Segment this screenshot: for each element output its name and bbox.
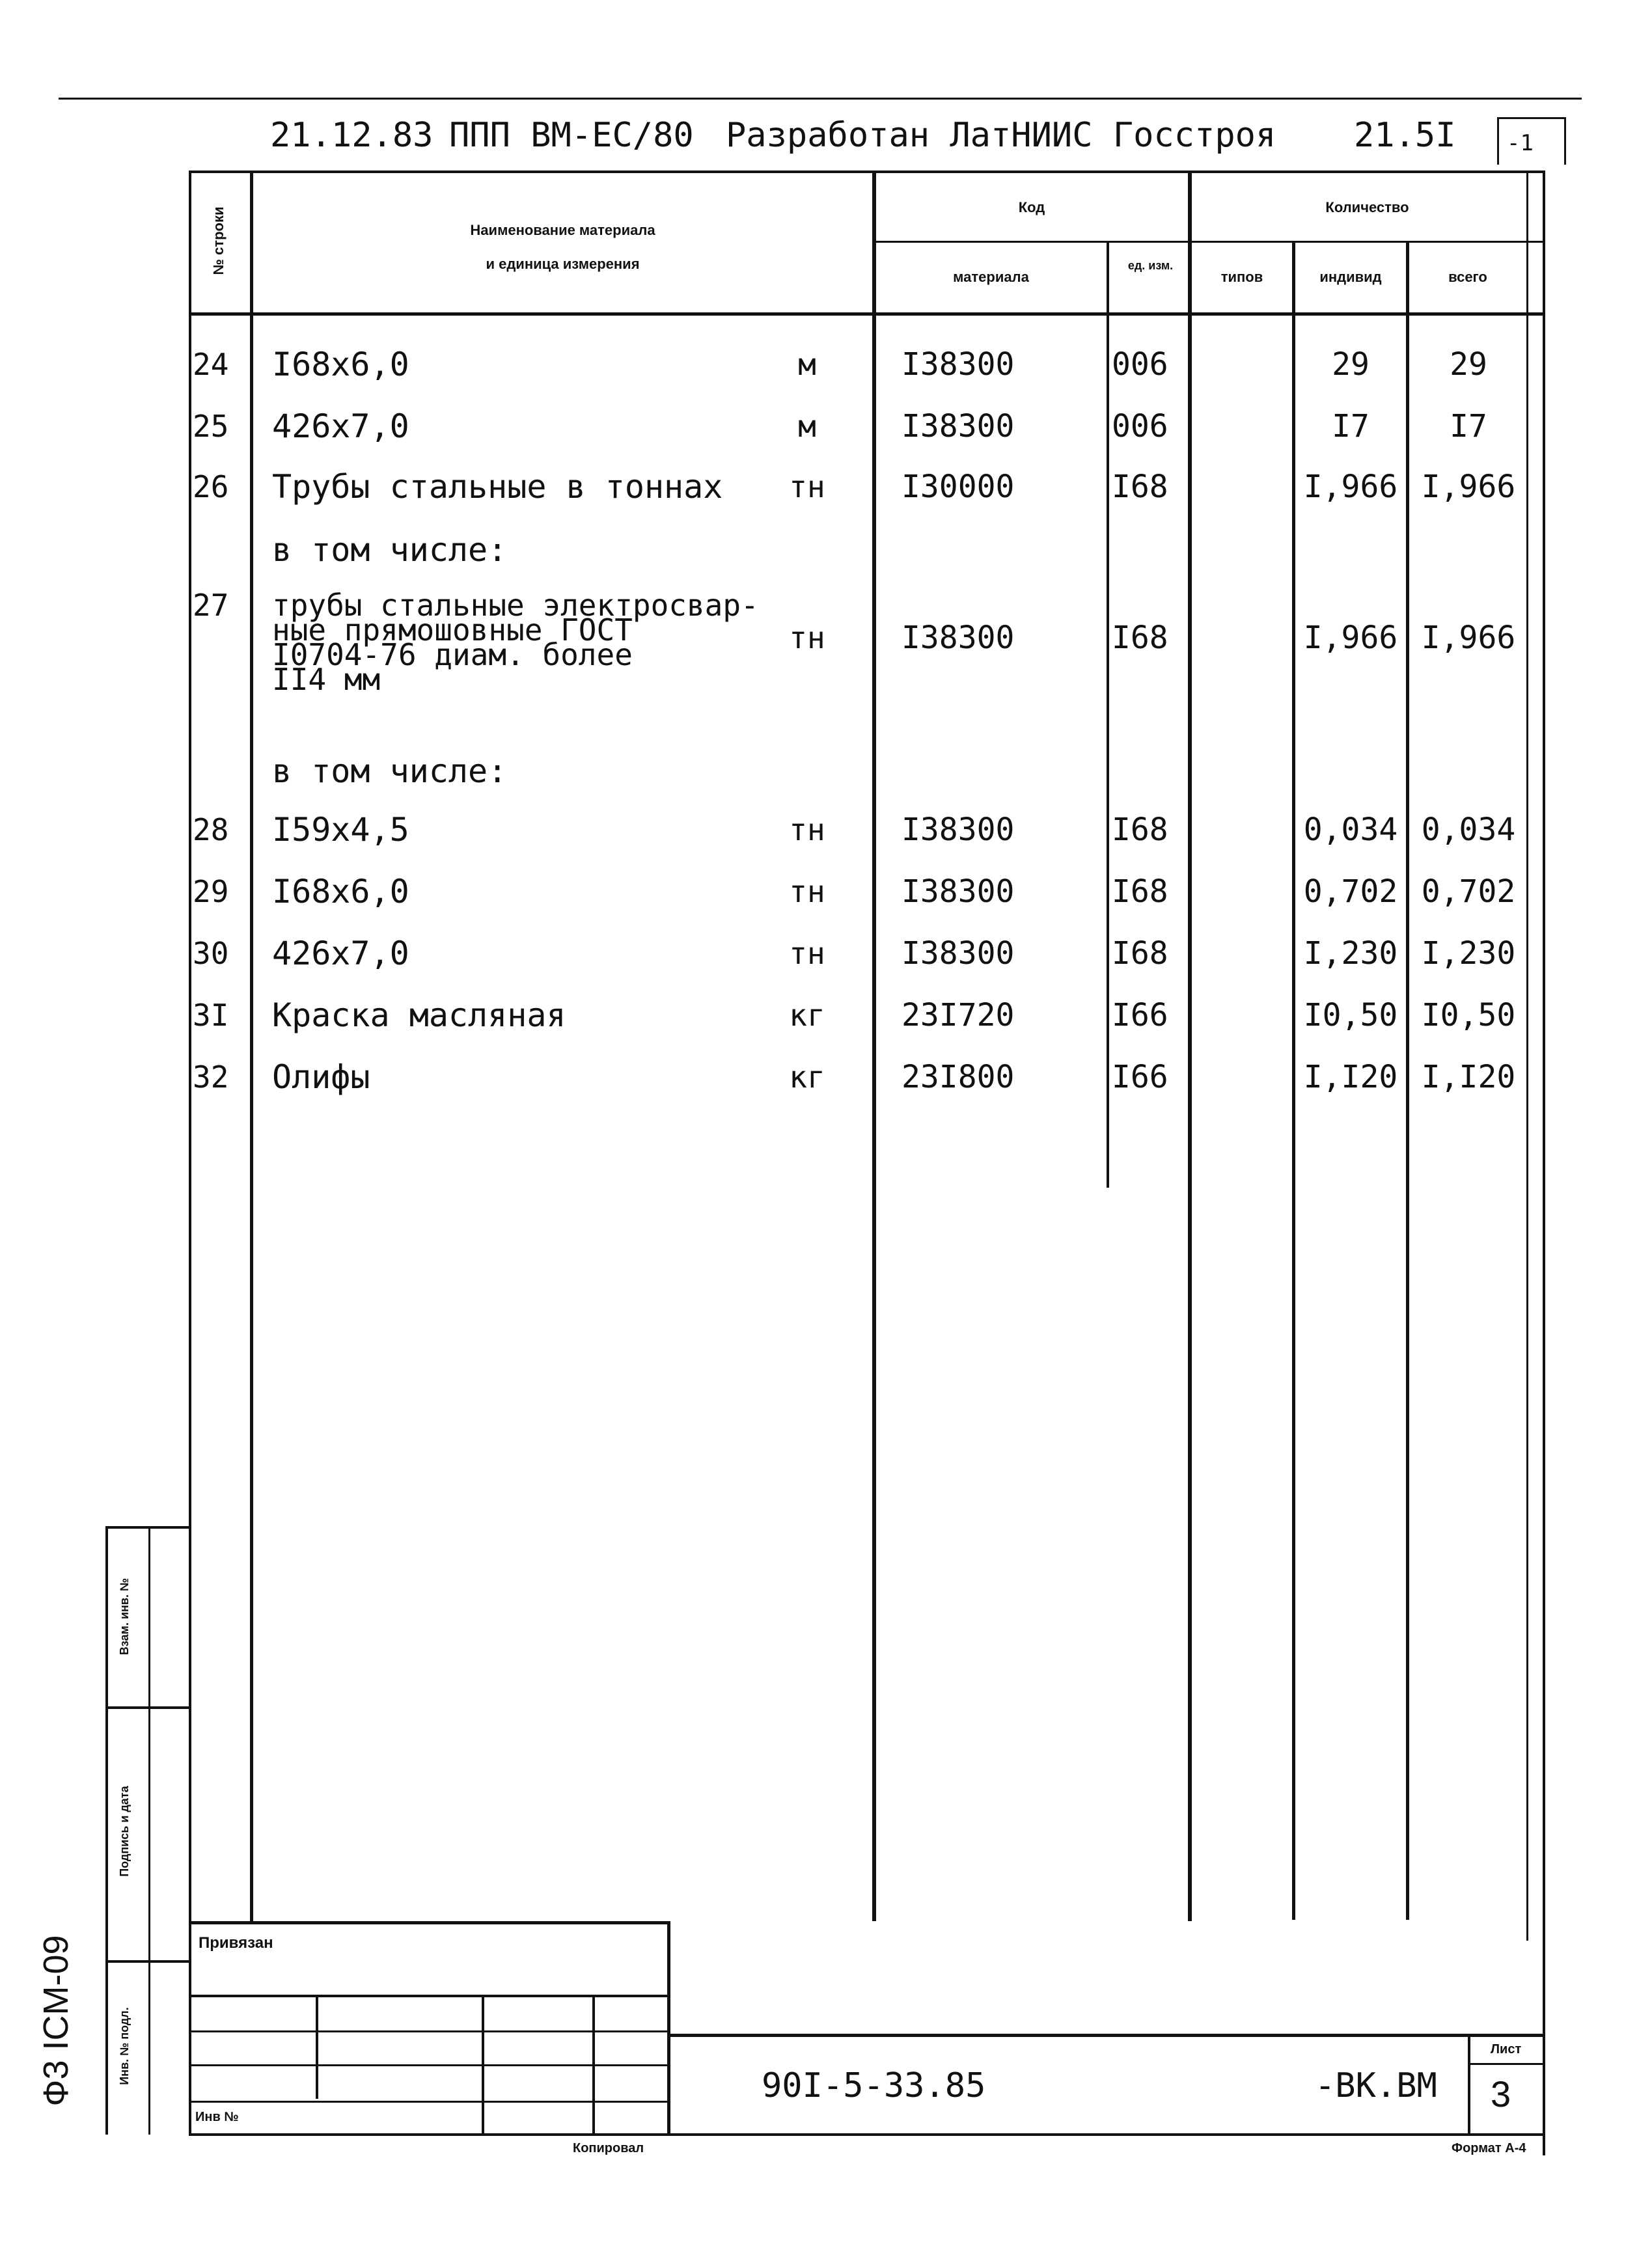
- row-individual: 0,702: [1303, 873, 1398, 910]
- top-rule: [59, 98, 1582, 100]
- row-unit-code: I66: [1112, 1059, 1168, 1095]
- side-vzam: Взам. инв. №: [118, 1578, 131, 1656]
- row-number: 3I: [193, 998, 229, 1033]
- row-unit: тн: [789, 936, 825, 971]
- title-top: [670, 2034, 1545, 2037]
- row-unit: тн: [789, 874, 825, 909]
- row-unit: тн: [789, 469, 825, 504]
- col-header-row-no: № строки: [210, 206, 227, 275]
- row-total: I,230: [1421, 935, 1516, 972]
- row-individual: I,966: [1303, 620, 1398, 656]
- col-header-name-sub: и единица измерения: [486, 256, 640, 272]
- col-header-code-unit: ед. изм.: [1127, 259, 1174, 272]
- row-code: I38300: [902, 873, 1015, 910]
- col-line-name: [872, 171, 876, 1921]
- header-date: 21.12.83: [270, 116, 434, 155]
- stamp-h3: [189, 2064, 670, 2066]
- col-header-code-material: материала: [953, 269, 1029, 285]
- row-name: трубы стальные электросвар-: [272, 588, 759, 623]
- title-doc-suffix: -ВК.ВМ: [1315, 2066, 1437, 2105]
- row-name: I68x6,0: [272, 346, 409, 383]
- row-total: I7: [1450, 408, 1487, 444]
- row-total: I,966: [1421, 620, 1516, 656]
- col-header-qty-typical: типов: [1220, 269, 1263, 285]
- row-individual: 29: [1332, 346, 1370, 383]
- row-number: 29: [193, 874, 229, 909]
- header-corner: -1: [1507, 130, 1534, 156]
- sheet-box-mid: [1468, 2063, 1545, 2065]
- col-line-typical: [1292, 241, 1295, 1920]
- row-number: 30: [193, 936, 229, 971]
- sheet-number: 3: [1491, 2073, 1511, 2114]
- header-program: ППП ВМ-ЕС/80: [449, 116, 694, 155]
- side-inv-podl: Инв. № подл.: [118, 2007, 131, 2085]
- row-name: в том числе:: [272, 752, 508, 790]
- stamp-v1: [316, 1995, 318, 2099]
- side-h2: [105, 1706, 191, 1709]
- col-header-name: Наименование материала: [470, 222, 655, 238]
- row-individual: I,966: [1303, 469, 1398, 505]
- row-unit: кг: [789, 998, 825, 1033]
- stamp-h1: [189, 1995, 670, 1997]
- row-number: 32: [193, 1059, 229, 1095]
- row-name: I59x4,5: [272, 811, 409, 849]
- row-name: II4 мм: [272, 662, 381, 697]
- row-number: 27: [193, 588, 229, 623]
- col-line-unit: [1188, 171, 1192, 1921]
- row-code: 23I800: [902, 1059, 1015, 1095]
- row-individual: I7: [1332, 408, 1370, 444]
- side-h3: [105, 1960, 191, 1963]
- side-handwritten: Ф3 ICM-09: [36, 1935, 76, 2107]
- row-code: I38300: [902, 346, 1015, 383]
- stamp-right: [667, 1921, 670, 2136]
- row-individual: I0,50: [1303, 997, 1398, 1033]
- row-name: Олифы: [272, 1058, 370, 1096]
- row-unit: кг: [789, 1059, 825, 1095]
- sheet-label: Лист: [1491, 2042, 1522, 2056]
- row-total: I0,50: [1421, 997, 1516, 1033]
- row-code: 23I720: [902, 997, 1015, 1033]
- frame-bottom: [189, 2133, 1545, 2136]
- stamp-inv-no: Инв №: [195, 2110, 239, 2124]
- header-code: 21.5I: [1354, 116, 1456, 155]
- side-outer: [105, 1526, 108, 2135]
- header-mid-right: [872, 241, 1545, 243]
- stamp-privyazan: Привязан: [199, 1934, 273, 1952]
- row-name: 426x7,0: [272, 935, 409, 972]
- header-developer: Разработан ЛатНИИС Госстроя: [726, 116, 1276, 155]
- frame-right: [1543, 171, 1545, 2155]
- stamp-h4: [189, 2101, 670, 2103]
- row-individual: I,I20: [1303, 1059, 1398, 1095]
- frame-top: [189, 171, 1545, 173]
- side-inner: [148, 1526, 150, 2135]
- row-code: I38300: [902, 812, 1015, 848]
- row-unit-code: 006: [1112, 346, 1168, 383]
- header-bottom: [189, 312, 1545, 316]
- title-doc-code: 90I-5-33.85: [762, 2066, 986, 2105]
- col-line-no: [250, 171, 253, 1921]
- row-unit-code: I68: [1112, 469, 1168, 505]
- col-line-code: [1107, 241, 1109, 1188]
- row-name: 426x7,0: [272, 407, 409, 445]
- footer-format: Формат А-4: [1452, 2141, 1526, 2155]
- row-individual: I,230: [1303, 935, 1398, 972]
- row-unit-code: I68: [1112, 812, 1168, 848]
- row-total: I,I20: [1421, 1059, 1516, 1095]
- row-unit: тн: [789, 620, 825, 655]
- row-unit-code: I68: [1112, 935, 1168, 972]
- stamp-top: [189, 1921, 670, 1924]
- col-header-code-group: Код: [1018, 199, 1045, 215]
- row-name: ные прямошовные ГОСТ: [272, 612, 633, 648]
- row-name: I0704-76 диам. более: [272, 637, 633, 672]
- row-unit: тн: [789, 812, 825, 847]
- row-name: I68x6,0: [272, 873, 409, 910]
- stamp-v3: [592, 1995, 595, 2135]
- row-unit: м: [798, 347, 816, 382]
- row-name: в том числе:: [272, 531, 508, 569]
- row-code: I38300: [902, 620, 1015, 656]
- row-name: Трубы стальные в тоннах: [272, 468, 723, 506]
- col-header-qty-total: всего: [1448, 269, 1487, 285]
- stamp-v2: [482, 1995, 484, 2135]
- row-unit-code: I66: [1112, 997, 1168, 1033]
- row-number: 25: [193, 409, 229, 444]
- row-total: 0,034: [1421, 812, 1516, 848]
- footer-copied: Копировал: [573, 2141, 644, 2155]
- col-header-qty-individual: индивид: [1319, 269, 1382, 285]
- row-number: 28: [193, 812, 229, 847]
- row-number: 24: [193, 347, 229, 382]
- row-unit-code: I68: [1112, 620, 1168, 656]
- row-unit-code: 006: [1112, 408, 1168, 444]
- row-code: I30000: [902, 469, 1015, 505]
- row-number: 26: [193, 469, 229, 504]
- row-total: 29: [1450, 346, 1487, 383]
- side-podpis: Подпись и дата: [118, 1786, 131, 1877]
- stamp-h2: [189, 2030, 670, 2032]
- right-tick: [1526, 171, 1528, 1941]
- col-line-individual: [1406, 241, 1409, 1920]
- row-unit-code: I68: [1112, 873, 1168, 910]
- side-h1: [105, 1526, 191, 1529]
- col-header-qty-group: Количество: [1325, 199, 1409, 215]
- row-name: Краска масляная: [272, 996, 566, 1034]
- row-code: I38300: [902, 408, 1015, 444]
- row-individual: 0,034: [1303, 812, 1398, 848]
- row-total: I,966: [1421, 469, 1516, 505]
- row-unit: м: [798, 409, 816, 444]
- frame-left: [189, 171, 191, 2135]
- row-total: 0,702: [1421, 873, 1516, 910]
- row-code: I38300: [902, 935, 1015, 972]
- sheet-box-left: [1468, 2034, 1470, 2135]
